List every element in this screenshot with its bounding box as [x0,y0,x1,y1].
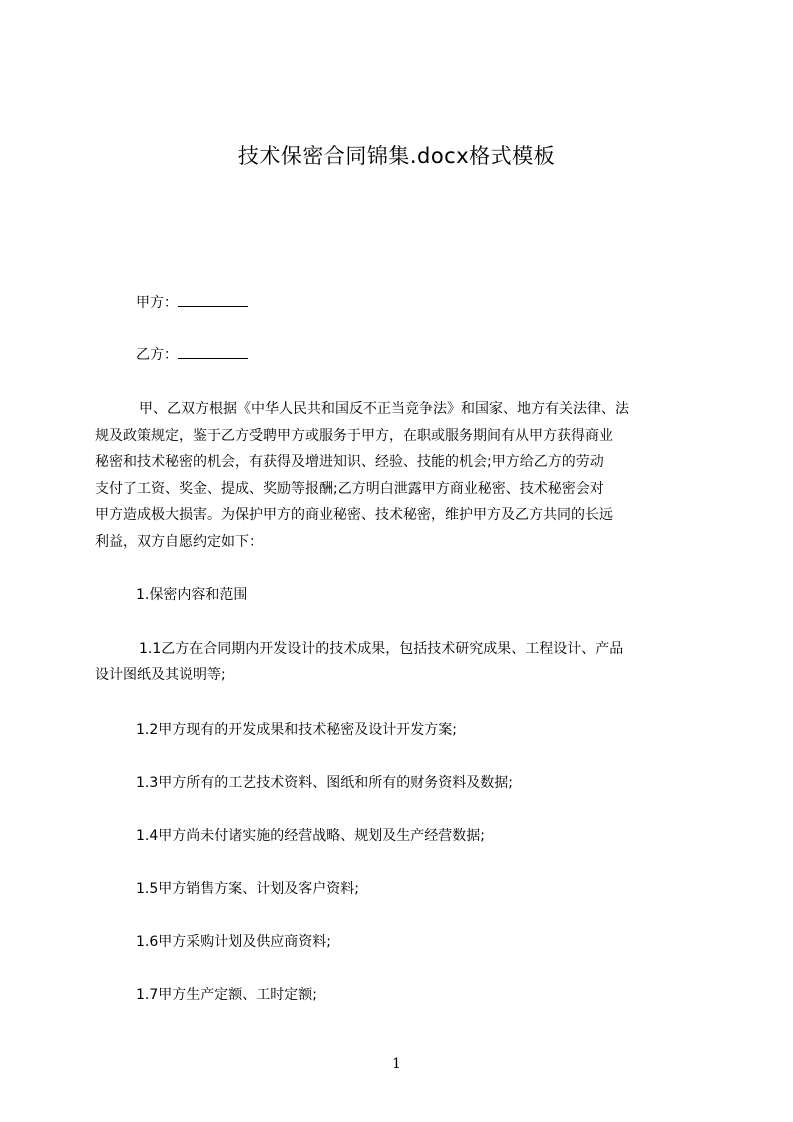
clause-1-7: 1.7甲方生产定额、工时定额; [136,987,317,1003]
intro-line: 规及政策规定，鉴于乙方受聘甲方或服务于甲方，在职或服务期间有从甲方获得商业 [95,427,613,444]
document-title: 技术保密合同锦集.docx格式模板 [237,144,556,168]
party-b-blank [178,344,248,359]
intro-line: 甲方造成极大损害。为保护甲方的商业秘密、技术秘密，维护甲方及乙方共同的长远 [95,507,613,524]
party-a-line [136,292,248,312]
intro-line: 甲、乙双方根据《中华人民共和国反不正当竞争法》和国家、地方有关法律、法 [139,401,629,417]
intro-line: 支付了工资、奖金、提成、奖励等报酬;乙方明白泄露甲方商业秘密、技术秘密会对 [95,480,604,497]
section-heading: 1.保密内容和范围 [136,587,248,603]
intro-line: 利益，双方自愿约定如下： [95,533,263,550]
intro-line: 秘密和技术秘密的机会，有获得及增进知识、经验、技能的机会;甲方给乙方的劳动 [95,454,604,471]
party-a-blank [178,292,248,307]
clause-1-3: 1.3甲方所有的工艺技术资料、图纸和所有的财务资料及数据; [136,775,513,791]
clause-line: 设计图纸及其说明等; [95,667,226,683]
clause-1-1 [95,636,701,688]
clause-1-6: 1.6甲方采购计划及供应商资料; [136,934,331,950]
clause-1-4: 1.4甲方尚未付诸实施的经营战略、规划及生产经营数据; [136,828,485,844]
party-a-label: 甲方： [136,295,178,311]
party-b-label: 乙方： [136,347,178,363]
clause-1-5: 1.5甲方销售方案、计划及客户资料; [136,881,359,897]
clause-1-2: 1.2甲方现有的开发成果和技术秘密及设计开发方案; [136,722,457,738]
page-number: 1 [392,1056,401,1072]
party-b-line [136,344,248,364]
intro-paragraph [95,396,701,556]
clause-line: 1.1乙方在合同期内开发设计的技术成果，包括技术研究成果、工程设计、产品 [139,641,624,657]
